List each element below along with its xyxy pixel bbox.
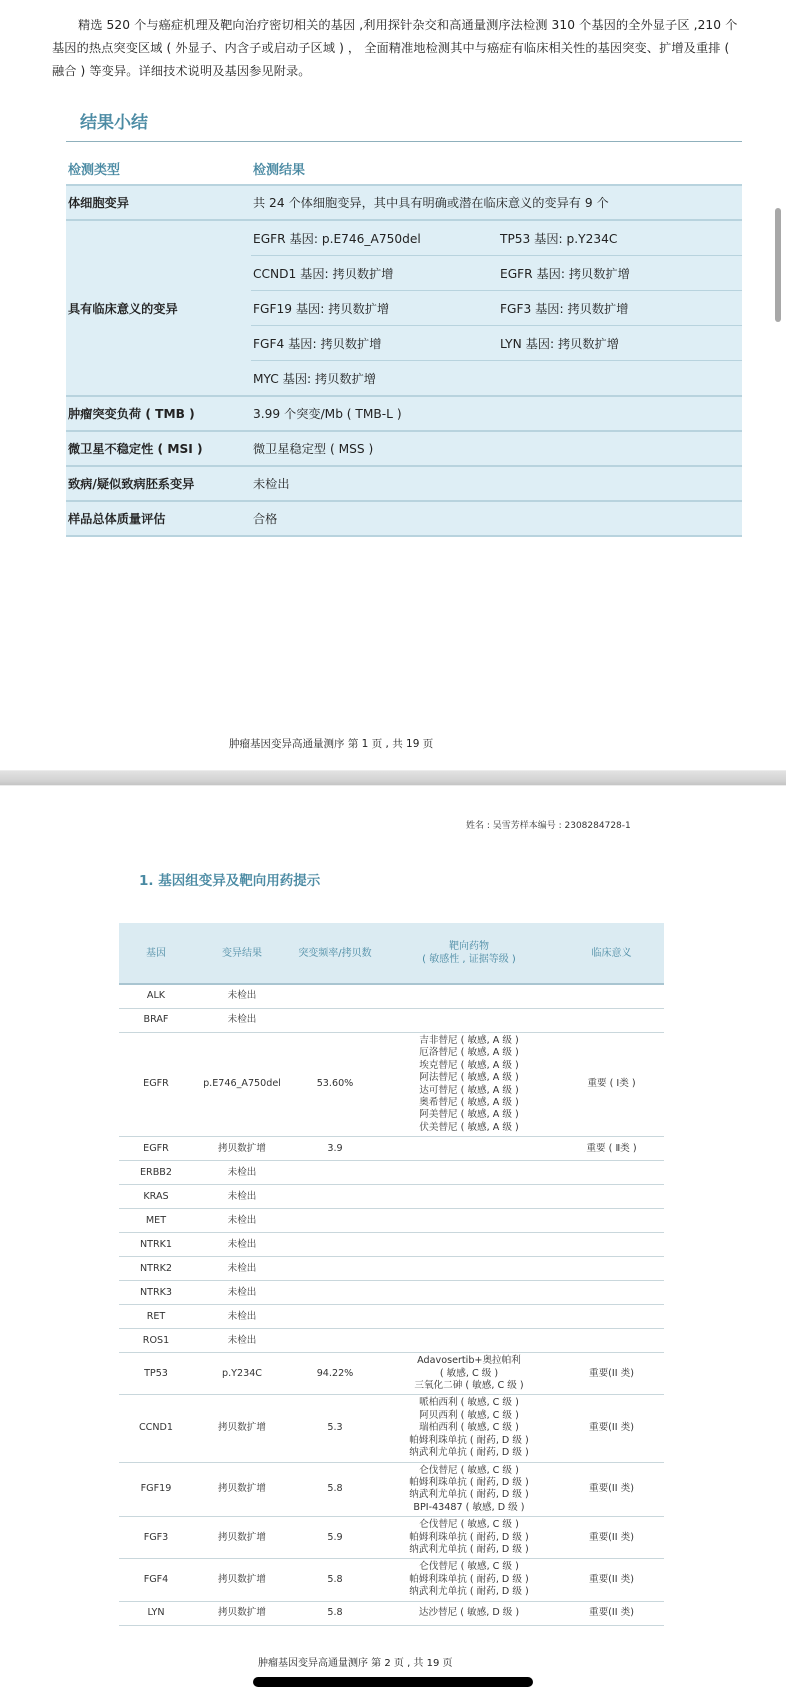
drug-entry: 帕姆利珠单抗 ( 耐药, D 级 ) bbox=[409, 1476, 529, 1488]
report-page-2 bbox=[0, 786, 786, 1704]
gene-cell: BRAF bbox=[119, 1009, 193, 1033]
drug-entry: 哌柏西利 ( 敏感, C 级 ) bbox=[419, 1397, 519, 1409]
drug-entry: 帕姆利珠单抗 ( 耐药, D 级 ) bbox=[409, 1531, 529, 1543]
drugs-cell bbox=[379, 1233, 559, 1257]
frequency-cell: 94.22% bbox=[291, 1353, 379, 1395]
significance-cell bbox=[559, 1161, 664, 1185]
header-gene: 基因 bbox=[119, 923, 193, 984]
page-footer: 肿瘤基因变异高通量测序 第 1 页 , 共 19 页 bbox=[229, 738, 434, 750]
result-cell: 未检出 bbox=[193, 1281, 291, 1305]
report-page-1 bbox=[0, 0, 786, 770]
header-result: 变异结果 bbox=[193, 923, 291, 984]
drug-entry: 吉非替尼 ( 敏感, A 级 ) bbox=[419, 1035, 519, 1046]
clinical-variant: TP53 基因: p.Y234C bbox=[500, 231, 618, 246]
gene-cell: MET bbox=[119, 1209, 193, 1233]
significance-cell: 重要(II 类) bbox=[559, 1559, 664, 1601]
drug-entry: 帕姆利珠单抗 ( 耐药, D 级 ) bbox=[409, 1573, 529, 1585]
result-cell: p.Y234C bbox=[193, 1353, 291, 1395]
frequency-cell bbox=[291, 984, 379, 1009]
drugs-cell bbox=[379, 1033, 559, 1137]
clinical-variant bbox=[498, 361, 742, 396]
significance-cell bbox=[559, 1209, 664, 1233]
significance-cell bbox=[559, 1257, 664, 1281]
scrollbar-thumb[interactable] bbox=[775, 208, 781, 322]
clinical-variant: EGFR 基因: 拷贝数扩增 bbox=[498, 256, 742, 291]
clinical-variants-cell bbox=[251, 220, 742, 396]
gene-cell: TP53 bbox=[119, 1353, 193, 1395]
summary-result: 微卫星稳定型 ( MSS ) bbox=[251, 431, 742, 466]
significance-cell bbox=[559, 1281, 664, 1305]
drug-entry: 仑伐替尼 ( 敏感, C 级 ) bbox=[419, 1561, 519, 1573]
gene-cell: ERBB2 bbox=[119, 1161, 193, 1185]
result-cell: 拷贝数扩增 bbox=[193, 1517, 291, 1559]
summary-title: 结果小结 bbox=[80, 113, 148, 133]
home-indicator[interactable] bbox=[253, 1677, 533, 1687]
drug-entry: 纳武利尤单抗 ( 耐药, D 级 ) bbox=[409, 1543, 529, 1555]
gene-table-row bbox=[119, 1559, 664, 1601]
frequency-cell bbox=[291, 1185, 379, 1209]
drugs-cell bbox=[379, 1137, 559, 1161]
result-cell: 拷贝数扩增 bbox=[193, 1137, 291, 1161]
gene-table-row bbox=[119, 1257, 664, 1281]
significance-cell: 重要(II 类) bbox=[559, 1395, 664, 1462]
gene-table-row bbox=[119, 1329, 664, 1353]
gene-table-row bbox=[119, 1462, 664, 1517]
drug-entry: 帕姆利珠单抗 ( 耐药, D 级 ) bbox=[409, 1434, 529, 1446]
frequency-cell bbox=[291, 1233, 379, 1257]
intro-text: 精选 520 个与癌症机理及靶向治疗密切相关的基因 ,利用探针杂交和高通量测序法检测 310 个基因的全外显子区 ,210 个基因的热点突变区域 ( 外显子、内含子或启动子区域 ) ， 全面精准地检测其中与癌症有临床相关性的基因突变、扩增及重排 ( 融合 ) 等变异。详细技术说明及基因参见附录。 bbox=[52, 18, 738, 78]
result-cell: 未检出 bbox=[193, 1233, 291, 1257]
drug-entry: 伏美替尼 ( 敏感, A 级 ) bbox=[419, 1121, 519, 1133]
frequency-cell bbox=[291, 1009, 379, 1033]
gene-table-row bbox=[119, 1517, 664, 1559]
header-frequency: 突变频率/拷贝数 bbox=[291, 923, 379, 984]
gene-cell: NTRK1 bbox=[119, 1233, 193, 1257]
significance-cell: 重要(II 类) bbox=[559, 1462, 664, 1517]
frequency-cell bbox=[291, 1305, 379, 1329]
gene-table-row bbox=[119, 1281, 664, 1305]
gene-cell: EGFR bbox=[119, 1033, 193, 1137]
clinical-variant-row bbox=[251, 221, 742, 256]
summary-type: 体细胞变异 bbox=[66, 185, 251, 220]
result-cell: 拷贝数扩增 bbox=[193, 1462, 291, 1517]
significance-cell bbox=[559, 1185, 664, 1209]
header-drugs-line2: ( 敏感性 , 证据等级 ) bbox=[422, 954, 516, 965]
drug-entry: 纳武利尤单抗 ( 耐药, D 级 ) bbox=[409, 1489, 529, 1501]
gene-table-row bbox=[119, 1395, 664, 1462]
summary-row-somatic bbox=[66, 185, 742, 220]
drugs-cell bbox=[379, 1209, 559, 1233]
drug-entry: BPI-43487 ( 敏感, D 级 ) bbox=[413, 1501, 525, 1513]
gene-cell: LYN bbox=[119, 1601, 193, 1625]
gene-table-row bbox=[119, 1009, 664, 1033]
frequency-cell bbox=[291, 1257, 379, 1281]
gene-cell: RET bbox=[119, 1305, 193, 1329]
result-cell: 未检出 bbox=[193, 1329, 291, 1353]
drug-entry: 阿贝西利 ( 敏感, C 级 ) bbox=[419, 1409, 519, 1421]
patient-info: 姓名 : 吴雪芳样本编号 : 2308284728-1 bbox=[466, 821, 631, 831]
gene-cell: NTRK2 bbox=[119, 1257, 193, 1281]
summary-type: 具有临床意义的变异 bbox=[66, 220, 251, 396]
significance-cell: 重要 ( Ⅱ类 ) bbox=[559, 1137, 664, 1161]
frequency-cell: 5.8 bbox=[291, 1462, 379, 1517]
drugs-cell bbox=[379, 1281, 559, 1305]
gene-table-body bbox=[119, 984, 664, 1625]
frequency-cell bbox=[291, 1281, 379, 1305]
frequency-cell: 5.9 bbox=[291, 1517, 379, 1559]
gene-cell: FGF3 bbox=[119, 1517, 193, 1559]
result-cell: 未检出 bbox=[193, 1161, 291, 1185]
gene-table-row bbox=[119, 1161, 664, 1185]
summary-type: 微卫星不稳定性 ( MSI ) bbox=[66, 431, 251, 466]
significance-cell bbox=[559, 984, 664, 1009]
gene-table-row bbox=[119, 1185, 664, 1209]
result-cell: 未检出 bbox=[193, 1185, 291, 1209]
drug-entry: 厄洛替尼 ( 敏感, A 级 ) bbox=[419, 1047, 519, 1059]
gene-table-row bbox=[119, 984, 664, 1009]
drugs-cell bbox=[379, 1395, 559, 1462]
gene-cell: ROS1 bbox=[119, 1329, 193, 1353]
gene-cell: CCND1 bbox=[119, 1395, 193, 1462]
summary-result: 合格 bbox=[251, 501, 742, 536]
drug-entry: 仑伐替尼 ( 敏感, C 级 ) bbox=[419, 1464, 519, 1476]
header-test-type: 检测类型 bbox=[68, 162, 121, 178]
clinical-variant: MYC 基因: 拷贝数扩增 bbox=[251, 361, 498, 396]
result-cell: 未检出 bbox=[193, 1009, 291, 1033]
drugs-cell bbox=[379, 1462, 559, 1517]
drugs-cell bbox=[379, 1009, 559, 1033]
significance-cell: 重要 ( Ⅰ类 ) bbox=[559, 1033, 664, 1137]
intro-paragraph bbox=[52, 14, 742, 83]
summary-row-quality bbox=[66, 501, 742, 536]
clinical-variant-row bbox=[251, 361, 742, 396]
clinical-variant: CCND1 基因: 拷贝数扩增 bbox=[251, 256, 498, 291]
significance-cell: 重要(II 类) bbox=[559, 1353, 664, 1395]
significance-cell bbox=[559, 1305, 664, 1329]
section-title: 1. 基因组变异及靶向用药提示 bbox=[139, 873, 321, 889]
clinical-variant: FGF4 基因: 拷贝数扩增 bbox=[251, 326, 498, 361]
clinical-variant-row bbox=[251, 326, 742, 361]
gene-cell: KRAS bbox=[119, 1185, 193, 1209]
gene-cell: NTRK3 bbox=[119, 1281, 193, 1305]
clinical-variant-row bbox=[251, 256, 742, 291]
drugs-cell bbox=[379, 1161, 559, 1185]
significance-cell bbox=[559, 1009, 664, 1033]
clinical-variant: LYN 基因: 拷贝数扩增 bbox=[498, 326, 742, 361]
gene-table-row bbox=[119, 1137, 664, 1161]
clinical-variant: FGF3 基因: 拷贝数扩增 bbox=[498, 291, 742, 326]
summary-row-clinical bbox=[66, 220, 742, 396]
summary-result: 3.99 个突变/Mb ( TMB-L ) bbox=[251, 396, 742, 431]
summary-row-tmb bbox=[66, 396, 742, 431]
gene-cell: FGF4 bbox=[119, 1559, 193, 1601]
drug-entry: 达可替尼 ( 敏感, A 级 ) bbox=[419, 1084, 519, 1096]
significance-cell: 重要(II 类) bbox=[559, 1601, 664, 1625]
drug-entry: 仑伐替尼 ( 敏感, C 级 ) bbox=[419, 1519, 519, 1531]
drugs-cell bbox=[379, 1185, 559, 1209]
summary-table bbox=[66, 152, 742, 537]
result-cell: 未检出 bbox=[193, 1209, 291, 1233]
drugs-cell bbox=[379, 1517, 559, 1559]
summary-row-germline bbox=[66, 466, 742, 501]
drug-entry: 埃克替尼 ( 敏感, A 级 ) bbox=[419, 1059, 519, 1071]
summary-divider bbox=[66, 141, 742, 142]
significance-cell: 重要(II 类) bbox=[559, 1517, 664, 1559]
significance-cell bbox=[559, 1329, 664, 1353]
gene-table-row bbox=[119, 1033, 664, 1137]
result-cell: 拷贝数扩增 bbox=[193, 1395, 291, 1462]
result-cell: 拷贝数扩增 bbox=[193, 1601, 291, 1625]
drug-entry: 阿美替尼 ( 敏感, A 级 ) bbox=[419, 1109, 519, 1121]
summary-result: 共 24 个体细胞变异，其中具有明确或潜在临床意义的变异有 9 个 bbox=[251, 185, 742, 220]
drugs-cell bbox=[379, 1601, 559, 1625]
result-cell: 未检出 bbox=[193, 984, 291, 1009]
drugs-cell bbox=[379, 984, 559, 1009]
gene-table-row bbox=[119, 1353, 664, 1395]
summary-result: 未检出 bbox=[251, 466, 742, 501]
frequency-cell bbox=[291, 1161, 379, 1185]
clinical-variant-row bbox=[251, 291, 742, 326]
result-cell: 未检出 bbox=[193, 1257, 291, 1281]
drug-entry: 阿法替尼 ( 敏感, A 级 ) bbox=[419, 1072, 519, 1084]
clinical-variant: EGFR 基因: p.E746_A750del bbox=[253, 231, 421, 246]
result-cell: 未检出 bbox=[193, 1305, 291, 1329]
frequency-cell: 3.9 bbox=[291, 1137, 379, 1161]
frequency-cell: 53.60% bbox=[291, 1033, 379, 1137]
header-drugs bbox=[379, 923, 559, 984]
result-cell: p.E746_A750del bbox=[193, 1033, 291, 1137]
clinical-variant: FGF19 基因: 拷贝数扩增 bbox=[251, 291, 498, 326]
gene-cell: EGFR bbox=[119, 1137, 193, 1161]
gene-table-row bbox=[119, 1209, 664, 1233]
frequency-cell: 5.3 bbox=[291, 1395, 379, 1462]
header-test-result: 检测结果 bbox=[253, 162, 306, 178]
drug-entry: 达沙替尼 ( 敏感, D 级 ) bbox=[418, 1606, 520, 1618]
gene-cell: FGF19 bbox=[119, 1462, 193, 1517]
page-separator bbox=[0, 770, 786, 786]
frequency-cell bbox=[291, 1209, 379, 1233]
frequency-cell: 5.8 bbox=[291, 1559, 379, 1601]
drugs-cell bbox=[379, 1305, 559, 1329]
summary-row-msi bbox=[66, 431, 742, 466]
drug-entry: 三氧化二砷 ( 敏感, C 级 ) bbox=[414, 1380, 524, 1392]
frequency-cell bbox=[291, 1329, 379, 1353]
drug-entry: 瑞柏西利 ( 敏感, C 级 ) bbox=[419, 1422, 519, 1434]
drug-entry: ( 敏感, C 级 ) bbox=[439, 1367, 499, 1379]
gene-table-row bbox=[119, 1601, 664, 1625]
drug-entry: Adavosertib+奥拉帕利 bbox=[417, 1355, 521, 1367]
drugs-cell bbox=[379, 1559, 559, 1601]
result-cell: 拷贝数扩增 bbox=[193, 1559, 291, 1601]
drugs-cell bbox=[379, 1353, 559, 1395]
summary-type: 样品总体质量评估 bbox=[66, 501, 251, 536]
summary-type: 致病/疑似致病胚系变异 bbox=[66, 466, 251, 501]
page-footer: 肿瘤基因变异高通量测序 第 2 页 , 共 19 页 bbox=[258, 1658, 453, 1669]
drugs-cell bbox=[379, 1257, 559, 1281]
header-drugs-line1: 靶向药物 bbox=[449, 941, 489, 952]
significance-cell bbox=[559, 1233, 664, 1257]
header-significance: 临床意义 bbox=[559, 923, 664, 984]
gene-table-row bbox=[119, 1233, 664, 1257]
gene-cell: ALK bbox=[119, 984, 193, 1009]
drugs-cell bbox=[379, 1329, 559, 1353]
gene-variant-table bbox=[119, 923, 664, 1626]
drug-entry: 纳武利尤单抗 ( 耐药, D 级 ) bbox=[409, 1447, 529, 1459]
frequency-cell: 5.8 bbox=[291, 1601, 379, 1625]
gene-table-row bbox=[119, 1305, 664, 1329]
drug-entry: 奥希替尼 ( 敏感, A 级 ) bbox=[419, 1097, 519, 1109]
summary-type: 肿瘤突变负荷 ( TMB ) bbox=[66, 396, 251, 431]
drug-entry: 纳武利尤单抗 ( 耐药, D 级 ) bbox=[409, 1586, 529, 1598]
